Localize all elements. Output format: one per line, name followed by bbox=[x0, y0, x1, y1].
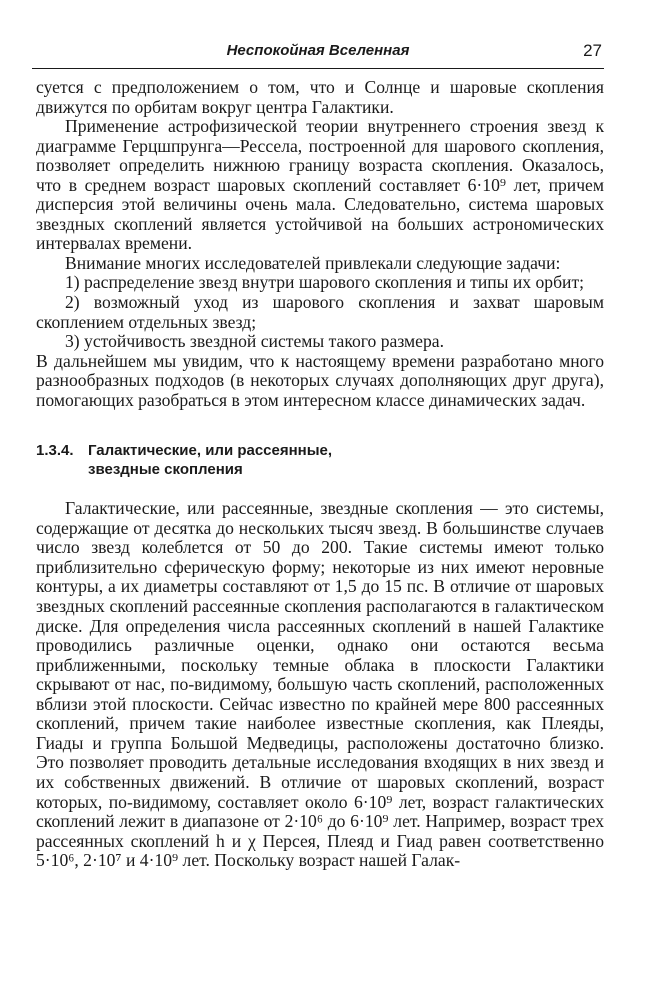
list-item: 2) возможный уход из шарового скопления и захват шаровым скоплением отдельных звезд; bbox=[36, 292, 604, 332]
page-header bbox=[32, 38, 604, 69]
section-number: 1.3.4. bbox=[36, 442, 74, 460]
running-title: Неспокойная Вселенная bbox=[226, 42, 410, 59]
paragraph-open-clusters: Галактические, или рассеянные, звездные скопления — это системы, содержащие от десятка до нескольких тысяч звезд. В большинстве случаев число звезд колеблется от 50 до 200. Такие системы имеют только приблизительно сферическую форму; некоторые из них имеют неровные контуры, а их диаметры составляют от 1,5 до 15 пс. В отличие от шаровых звездных скоплений рассеянные скопления располагаются в галактическом диске. Для определения числа рассеянных скоплений в нашей Галактике проводились различные оценки, однако они остаются весьма приближенными, поскольку темные облака в плоскости Галактики скрывают от нас, по-видимому, большую часть скоплений, расположенных вблизи этой плоскости. Сейчас известно по крайней мере 800 рассеянных скоплений, причем такие наиболее известные скопления, как Плеяды, Гиады и группа Большой Медведицы, расположены достаточно близко. Это позволяет проводить детальные исследования входящих в них звезд и их собственных движений. В отличие от шаровых скоплений, возраст которых, по-видимому, составляет около 6·10⁹ лет, возраст галактических скоплений лежит в диапазоне от 2·10⁶ до 6·10⁹ лет. Например, возраст трех рассеянных скоплений h и χ Персея, Плеяд и Гиад равен соответственно 5·10⁶, 2·10⁷ и 4·10⁹ лет. Поскольку возраст нашей Галак- bbox=[36, 498, 604, 871]
page-number: 27 bbox=[583, 41, 602, 60]
page-body bbox=[36, 78, 604, 871]
paragraph-approaches: В дальнейшем мы увидим, что к настоящему времени разработано много разнообразных подходов (в некоторых случаях дополняющих друг друга), помогающих разобраться в этом интересном классе динамических задач. bbox=[36, 350, 604, 410]
paragraph-continuation: суется с предположением о том, что и Солнце и шаровые скопления движутся по орбитам вокруг центра Галактики. bbox=[36, 77, 604, 117]
list-item: 1) распределение звезд внутри шарового скопления и типы их орбит; bbox=[65, 272, 585, 293]
section-heading bbox=[36, 441, 604, 479]
paragraph-theory: Применение астрофизической теории внутреннего строения звезд к диаграмме Герцшпрунга—Рессела, построенной для шарового скопления, позволяет определить нижнюю границу возраста скопления. Оказалось, что в среднем возраст шаровых скоплений составляет 6·10⁹ лет, причем дисперсия этой величины очень мала. Следовательно, система шаровых звездных скоплений является устойчивой на больших астрономических интервалах времени. bbox=[36, 116, 604, 254]
section-title-line1: Галактические, или рассеянные, bbox=[88, 442, 333, 460]
section-title-line2: звездные скопления bbox=[88, 461, 243, 479]
list-item: 3) устойчивость звездной системы такого размера. bbox=[65, 331, 444, 352]
paragraph-tasks-intro: Внимание многих исследователей привлекали следующие задачи: bbox=[65, 252, 561, 273]
